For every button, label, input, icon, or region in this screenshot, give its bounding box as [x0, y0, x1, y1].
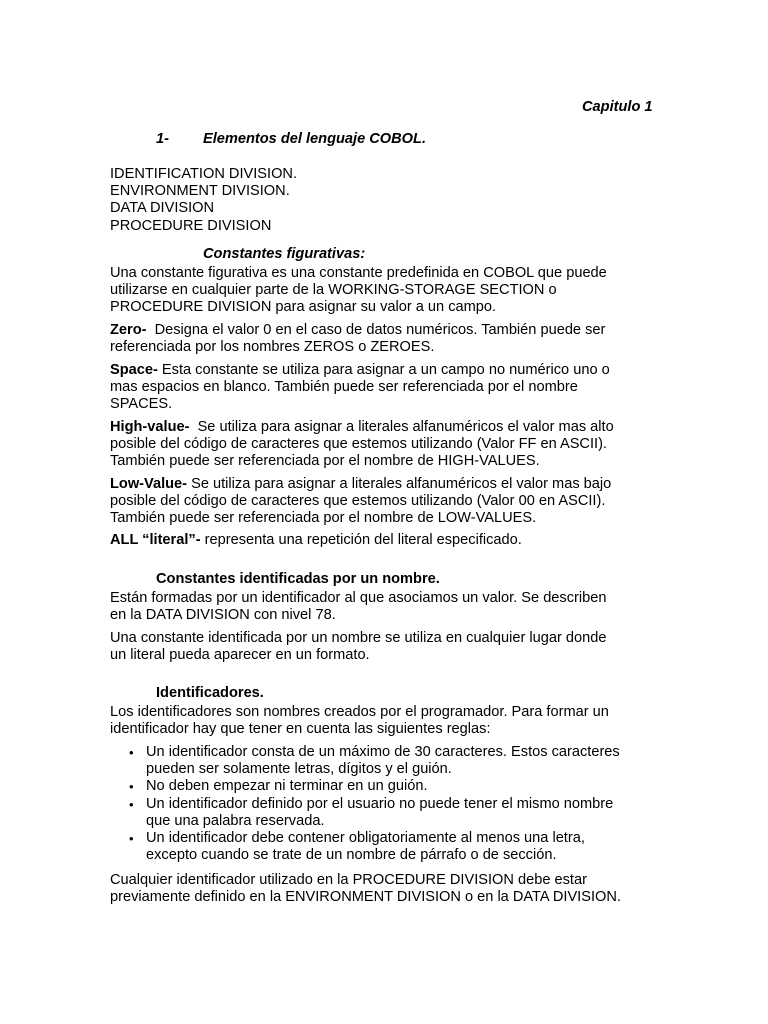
text-line: Un identificador debe contener obligatoriamente al menos una letra,: [146, 830, 585, 847]
text-line: que una palabra reservada.: [146, 812, 325, 829]
identificadas-p2: [110, 630, 670, 664]
text-line: Un identificador definido por el usuario no puede tener el mismo nombre: [146, 795, 614, 812]
division-line: ENVIRONMENT DIVISION.: [110, 183, 290, 200]
term-low-value: Low-Value-: [110, 476, 188, 492]
identificadas-p1: [110, 590, 670, 624]
text-line: Una constante identificada por un nombre se utiliza en cualquier lugar donde: [110, 630, 607, 646]
text-line: excepto cuando se trate de un nombre de párrafo o de sección.: [146, 847, 557, 864]
text-line: en la DATA DIVISION con nivel 78.: [110, 607, 336, 624]
heading-constantes-figurativas: Constantes figurativas:: [203, 246, 366, 262]
term-high-value: High-value-: [110, 419, 190, 435]
text-line: No deben empezar ni terminar en un guión.: [146, 778, 428, 795]
text-line: SPACES.: [110, 396, 173, 413]
term-zero: Zero-: [110, 322, 147, 338]
heading-constantes-identificadas: Constantes identificadas por un nombre.: [156, 571, 440, 587]
text-line: También puede ser referenciada por el nombre de LOW-VALUES.: [110, 510, 537, 527]
text-line: mas espacios en blanco. También puede ser referenciada por el nombre: [110, 379, 578, 396]
identificadores-intro: [110, 704, 670, 738]
text-line: utilizarse en cualquier parte de la WORKING-STORAGE SECTION o: [110, 282, 557, 299]
division-line: PROCEDURE DIVISION: [110, 217, 272, 234]
text-line: Se utiliza para asignar a literales alfanuméricos el valor mas bajo: [191, 476, 612, 492]
heading-identificadores: Identificadores.: [156, 685, 264, 701]
text-line: pueden ser solamente letras, dígitos y el guión.: [146, 761, 452, 778]
identificadores-closing: [110, 872, 670, 906]
text-line: identificador hay que tener en cuenta las siguientes reglas:: [110, 721, 491, 738]
text-line: También puede ser referenciada por el nombre de HIGH-VALUES.: [110, 453, 540, 470]
section-number: 1-: [156, 131, 169, 147]
text-line: PROCEDURE DIVISION para asignar su valor a un campo.: [110, 299, 497, 316]
term-all-literal: ALL “literal”-: [110, 532, 201, 548]
list-item: [110, 796, 670, 830]
text-line: previamente definido en la ENVIRONMENT DIVISION o en la DATA DIVISION.: [110, 889, 621, 906]
definition-all-literal: [110, 532, 670, 549]
division-line: IDENTIFICATION DIVISION.: [110, 166, 298, 182]
bullet-icon: •: [129, 796, 134, 812]
term-space: Space-: [110, 362, 158, 378]
definition-space: [110, 362, 670, 414]
divisions-list: [110, 166, 670, 235]
bullet-icon: •: [129, 831, 134, 847]
list-item: [110, 830, 670, 864]
text-line: un literal pueda aparecer en un formato.: [110, 647, 370, 664]
list-item: [110, 744, 670, 778]
text-line: Cualquier identificador utilizado en la PROCEDURE DIVISION debe estar: [110, 872, 587, 888]
text-line: Están formadas por un identificador al que asociamos un valor. Se describen: [110, 590, 607, 606]
rules-list: [110, 744, 670, 864]
definition-high-value: [110, 419, 670, 471]
text-line: Se utiliza para asignar a literales alfanuméricos el valor mas alto: [197, 419, 614, 435]
text-line: referenciada por los nombres ZEROS o ZEROES.: [110, 339, 435, 356]
text-line: posible del código de caracteres que estemos utilizando (Valor 00 en ASCII).: [110, 493, 606, 510]
text-line: posible del código de caracteres que estemos utilizando (Valor FF en ASCII).: [110, 436, 607, 453]
text-line: Una constante figurativa es una constante predefinida en COBOL que puede: [110, 265, 607, 281]
definition-low-value: [110, 476, 670, 528]
text-line: Un identificador consta de un máximo de 30 caracteres. Estos caracteres: [146, 744, 620, 760]
text-line: Esta constante se utiliza para asignar a un campo no numérico uno o: [161, 362, 610, 378]
bullet-icon: •: [129, 745, 134, 760]
figurativas-intro: [110, 265, 670, 317]
definition-zero: [110, 322, 670, 356]
text-line: Designa el valor 0 en el caso de datos numéricos. También puede ser: [154, 322, 606, 338]
text-line: Los identificadores son nombres creados por el programador. Para formar un: [110, 704, 609, 720]
division-line: DATA DIVISION: [110, 200, 215, 217]
bullet-icon: •: [129, 779, 134, 795]
chapter-title: Capitulo 1: [582, 99, 653, 115]
list-item: [110, 778, 670, 795]
section-title: Elementos del lenguaje COBOL.: [203, 131, 427, 147]
text-line: representa una repetición del literal especificado.: [204, 532, 522, 548]
